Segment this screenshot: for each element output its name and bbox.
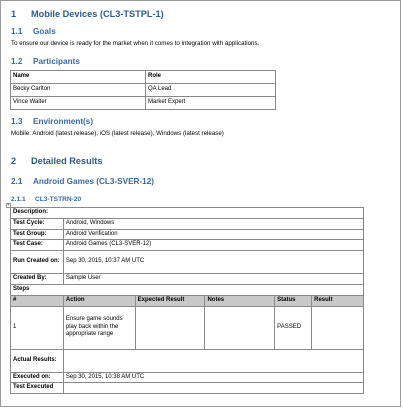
executed-on-label: Executed on: bbox=[11, 372, 64, 383]
table-row bbox=[11, 97, 276, 110]
participants-title: Participants bbox=[33, 57, 80, 66]
participant-role: Market Expert bbox=[146, 97, 276, 110]
table-row bbox=[11, 274, 364, 285]
actual-results-value bbox=[63, 349, 363, 372]
run-created-label: Run Created on: bbox=[11, 251, 64, 274]
section-2-number: 2 bbox=[11, 156, 17, 166]
step-header-number: # bbox=[11, 295, 64, 306]
test-cycle-label: Test Cycle: bbox=[11, 218, 64, 229]
created-by-label: Created By: bbox=[11, 274, 64, 285]
step-header-status: Status bbox=[275, 295, 312, 306]
section-1-number: 1 bbox=[11, 9, 17, 19]
goals-number: 1.1 bbox=[11, 27, 23, 36]
participants-header-row bbox=[11, 71, 276, 84]
table-row bbox=[11, 240, 364, 251]
participants-table bbox=[10, 70, 276, 110]
test-group-value: Android Verification bbox=[63, 229, 363, 240]
participants-header-role: Role bbox=[146, 71, 276, 84]
test-case-label: Test Case: bbox=[11, 240, 64, 251]
table-row bbox=[11, 284, 364, 295]
table-row bbox=[11, 372, 364, 383]
step-result bbox=[312, 306, 364, 349]
section-1-title: Mobile Devices (CL3-TSTPL-1) bbox=[31, 9, 164, 19]
android-games-number: 2.1 bbox=[11, 177, 23, 186]
android-games-title: Android Games (CL3-SVER-12) bbox=[33, 177, 155, 186]
goals-heading bbox=[11, 27, 56, 36]
environments-title: Environment(s) bbox=[33, 117, 94, 126]
test-executed-value bbox=[63, 383, 363, 394]
steps-header-row bbox=[11, 295, 364, 306]
participant-name: Becky Carlton bbox=[11, 84, 146, 97]
test-cycle-value: Android, Windows bbox=[63, 218, 363, 229]
actual-results-label: Actual Results: bbox=[11, 349, 64, 372]
table-move-handle-icon[interactable]: + bbox=[7, 202, 10, 208]
participants-header-name: Name bbox=[11, 71, 146, 84]
step-expected bbox=[135, 306, 205, 349]
participant-name: Vince Walter bbox=[11, 97, 146, 110]
android-games-heading bbox=[11, 177, 154, 186]
table-row bbox=[11, 306, 364, 349]
test-run-title: CL3-TSTRN-20 bbox=[35, 196, 82, 203]
created-by-value: Sample User bbox=[63, 274, 363, 285]
table-row bbox=[11, 383, 364, 394]
step-header-result: Result bbox=[312, 295, 364, 306]
table-row bbox=[11, 218, 364, 229]
goals-title: Goals bbox=[33, 27, 56, 36]
step-header-action: Action bbox=[63, 295, 135, 306]
section-2-title: Detailed Results bbox=[31, 156, 103, 166]
environments-number: 1.3 bbox=[11, 117, 23, 126]
description-label: Description: bbox=[11, 208, 364, 219]
step-action: Ensure game sounds play back within the appropriate range bbox=[63, 306, 135, 349]
table-row bbox=[11, 84, 276, 97]
environments-heading bbox=[11, 117, 93, 126]
step-number: 1 bbox=[11, 306, 64, 349]
test-executed-label: Test Executed bbox=[11, 383, 64, 394]
test-run-number: 2.1.1 bbox=[11, 196, 26, 203]
executed-on-value: Sep 30, 2015, 10:38 AM UTC bbox=[63, 372, 363, 383]
test-run-heading bbox=[11, 196, 81, 203]
step-header-expected: Expected Result bbox=[135, 295, 205, 306]
run-created-value: Sep 30, 2015, 10:37 AM UTC bbox=[63, 251, 363, 274]
test-case-value: Android Games (CL3-SVER-12) bbox=[63, 240, 363, 251]
table-row bbox=[11, 208, 364, 219]
participant-role: QA Lead bbox=[146, 84, 276, 97]
goals-text: To ensure our device is ready for the market when it comes to integration with applications. bbox=[11, 40, 260, 47]
participants-number: 1.2 bbox=[11, 57, 23, 66]
table-row bbox=[11, 349, 364, 372]
section-1-heading bbox=[11, 9, 164, 19]
environments-text: Mobile: Android (latest release), iOS (latest release), Windows (latest release) bbox=[11, 130, 224, 137]
table-row bbox=[11, 229, 364, 240]
test-group-label: Test Group: bbox=[11, 229, 64, 240]
step-header-notes: Notes bbox=[205, 295, 275, 306]
table-row bbox=[11, 251, 364, 274]
participants-heading bbox=[11, 57, 80, 66]
section-2-heading bbox=[11, 156, 102, 166]
step-status: PASSED bbox=[275, 306, 312, 349]
steps-label: Steps bbox=[11, 284, 364, 295]
test-run-results-table bbox=[10, 207, 364, 394]
step-notes bbox=[205, 306, 275, 349]
